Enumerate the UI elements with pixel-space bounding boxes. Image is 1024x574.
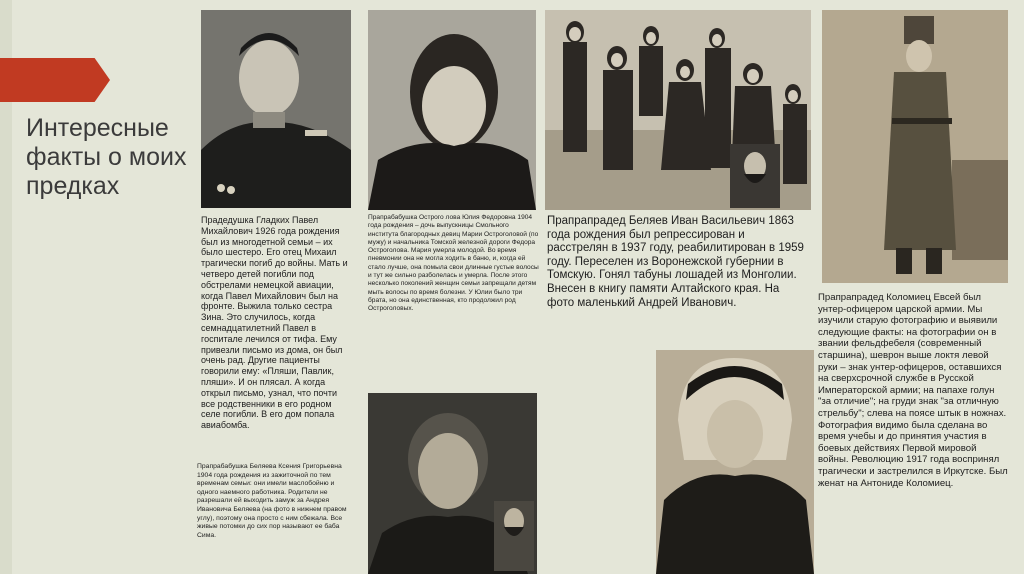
- photo-pavel-portrait: [201, 10, 351, 208]
- caption-evsei: Прапрапрадед Коломиец Евсей был унтер-офицером царской армии. Мы изучили старую фотографию и выявили следующие факты: на фотографии он в звании фельдфебеля (современный старшина), шеврон выше локтя левой руки – знак унтер-офицеров, оставшихся на сверхсрочной службе в Русской Императорской армии; на папахе голун "за отличие"; на груди знак "за отличную стрельбу"; слева на поясе штык в ножнах. Фотография видимо была сделана во время учебы и до принятия участия в боевых действиях Первой мировой войны. Революцию 1917 года воспринял трагически и застрелился в Иркутске. Был женат на Антониде Коломиец.: [818, 292, 1011, 489]
- photo-beliaev-family-group: [545, 10, 811, 210]
- caption-ivan: Прапрапрадед Беляев Иван Васильевич 1863 года рождения был репрессирован и расстрелян в 1937 году, реабилитирован в 1959 году. Переселен из Воронежской губернии в Томскую. Гонял табуны лошадей из Монголии. Внесен в книгу памяти Алтайского края. На фото маленький Андрей Иванович.: [547, 215, 808, 309]
- caption-pavel: Прадедушка Гладких Павел Михайлович 1926 года рождения был из многодетной семьи – их было шестеро. Его отец Михаил трагически погиб до войны. Мать и четверо детей погибли под обстрелами немецкой авиации, когда Павел Михайлович был на фронте. Выжила только сестра Зина. Это случилось, когда семнадцатилетний Павел в госпитале лечился от тифа. Ему привезли письмо из дома, он был очень рад. Другие пациенты говорили ему: «Пляши, Павлик, пляши». И он плясал. А когда открыл письмо, узнал, что почти все родственники в его родном селе погибли. В его дом попала авиабомба.: [201, 215, 351, 431]
- caption-ksenia: Прапрабабушка Беляева Ксения Григорьевна 1904 года рождения из зажиточной по тем временам семьи: они имели маслобойню и одного наемного работника. Родители не разрешали ей выходить замуж за Андрея Ивановича Беляева (на фото в нижнем правом углу), поэтому она просто с ним сбежала. Все живые потомки до сих пор называют ее баба Сима.: [197, 463, 349, 539]
- red-accent-arrow: [0, 58, 110, 102]
- photo-woman-headscarf: [656, 350, 814, 574]
- photo-yulia-portrait: [368, 10, 536, 210]
- caption-yulia: Прапрабабушка Острого лова Юлия Федоровна 1904 года рождения – дочь выпускницы Смольного института благородных девиц Марии Остроголовой (по мужу) и начальника Томской железной дороги Федора Остроголова. Мария умерла молодой. Во время пневмонии она не могла ходить в баню, и, когда ей стало лучше, она помыла свои длинные густые волосы и тут же сильно разболелась и умерла. После этого несколько поколений женщин семьи запрещали детям мыть волосы по время болезни. У Юлии было три брата, но она единственная, кто продолжил род Остроголовых.: [368, 214, 541, 313]
- photo-evsei-soldier: [822, 10, 1008, 283]
- slide-title: Интересные факты о моих предках: [26, 114, 187, 200]
- photo-ksenia-portrait: [368, 393, 537, 574]
